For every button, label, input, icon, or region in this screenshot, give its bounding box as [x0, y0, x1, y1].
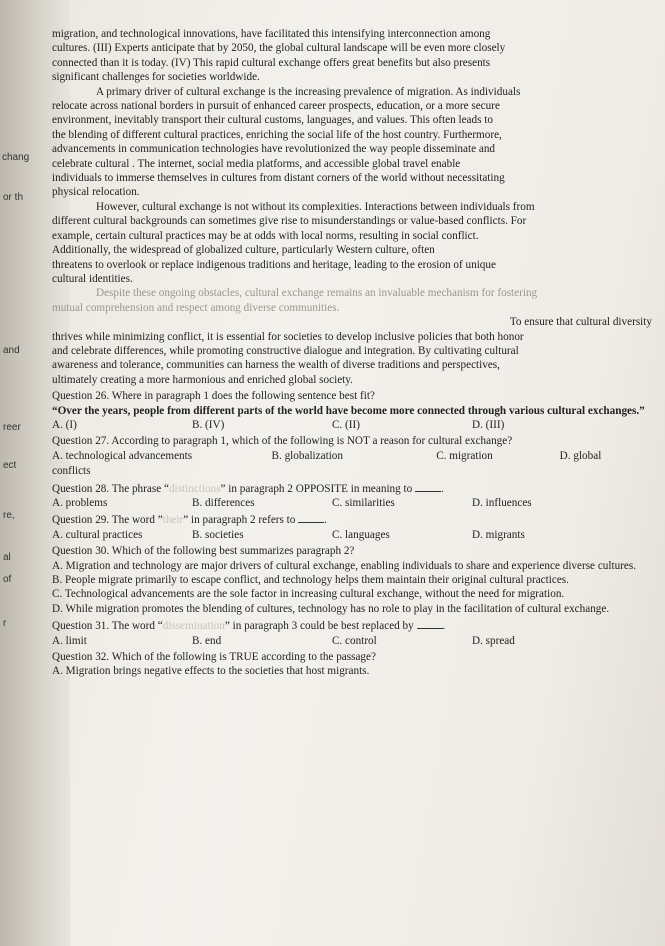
margin-fragment: reer [3, 422, 21, 433]
option-d[interactable]: D. global [559, 449, 602, 462]
text-line: environment, inevitably transport their cultural customs, languages, and values. This often leads to [52, 114, 493, 127]
option-a[interactable]: A. problems [52, 497, 108, 509]
option-a[interactable]: A. Migration brings negative effects to the societies that host migrants. [52, 665, 370, 678]
text-line: cultures. (III) Experts anticipate that by 2050, the global cultural landscape will be even more closely [52, 42, 506, 55]
answer-options [52, 419, 652, 432]
option-d[interactable]: D. influences [472, 497, 532, 509]
question-26 [52, 390, 652, 432]
option-b[interactable]: B. (IV) [192, 418, 225, 431]
text-line: advancements in communication technologies have revolutionized the way people disseminate and [52, 143, 496, 156]
margin-fragment: al [3, 552, 11, 563]
prompt-text: ” in paragraph 2 OPPOSITE in meaning to [220, 482, 413, 495]
question-29 [52, 513, 652, 542]
quoted-sentence: “Over the years, people from different parts of the world have become more connected through various cultural exchanges.” [52, 404, 645, 417]
option-b[interactable]: B. end [192, 634, 222, 647]
prompt-text: Question 31. The word “ [52, 620, 163, 633]
prompt-text: ” in paragraph 2 refers to [183, 514, 296, 527]
option-a[interactable]: A. Migration and technology are major drivers of cultural exchange, enabling individuals to share and experience diverse cultures. [52, 559, 637, 572]
margin-fragment: and [3, 345, 20, 356]
faded-text-line: mutual comprehension and respect among diverse communities. [52, 301, 340, 314]
option-a[interactable]: A. technological advancements [52, 449, 193, 462]
option-a[interactable]: A. limit [52, 634, 87, 647]
question-28 [52, 482, 652, 511]
prompt-text: Question 29. The word ” [52, 514, 163, 527]
text-line: different cultural backgrounds can sometimes give rise to misunderstandings or value-based conflicts. For [52, 215, 527, 228]
margin-fragment: r [3, 618, 7, 629]
answer-options [52, 450, 652, 463]
prompt-text: Question 28. The phrase “ [52, 482, 169, 495]
option-d[interactable]: D. While migration promotes the blending of cultures, technology has no role to play in the facilitation of cultural exchange. [52, 602, 610, 615]
text-line: relocate across national borders in pursuit of enhanced career prospects, education, or a more secure [52, 100, 500, 113]
option-d[interactable]: D. spread [472, 634, 515, 647]
paragraph-1 [52, 28, 652, 85]
faded-word: their [162, 514, 184, 527]
option-c[interactable]: C. control [332, 634, 377, 647]
prompt-text: ” in paragraph 3 could be best replaced by [224, 620, 414, 633]
reading-passage [52, 28, 652, 680]
text-line: cultural identities. [52, 272, 133, 285]
question-prompt: Question 26. Where in paragraph 1 does the following sentence best fit? [52, 390, 375, 403]
text-line: Additionally, the widespread of globalized culture, particularly Western culture, often [52, 244, 435, 257]
question-32 [52, 651, 652, 679]
text-line: ultimately creating a more harmonious and enriched global society. [52, 373, 353, 386]
answer-options [52, 529, 652, 542]
question-prompt: Question 31. The word “dissemination” in paragraph 3 could be best replaced by . [52, 620, 446, 633]
margin-fragment: re, [3, 510, 15, 521]
option-c[interactable]: C. Technological advancements are the sole factor in increasing cultural exchange, without the need for migration. [52, 588, 565, 601]
text-line: physical relocation. [52, 186, 140, 199]
text-line: and celebrate differences, while promoting constructive dialogue and integration. By cultivating cultural [52, 344, 519, 357]
option-a[interactable]: A. (I) [52, 418, 77, 431]
question-prompt: Question 28. The phrase “distinctions” in paragraph 2 OPPOSITE in meaning to . [52, 482, 444, 495]
text-line: individuals to immerse themselves in cultures from distant corners of the world without necessitating [52, 172, 505, 185]
question-31 [52, 619, 652, 648]
text-line: connected than it is today. (IV) This rapid cultural exchange offers great benefits but also presents [52, 56, 491, 69]
paragraph-2 [52, 86, 652, 200]
option-b[interactable]: B. differences [192, 497, 255, 509]
faded-word: dissemination [162, 620, 225, 633]
answer-options [52, 497, 652, 510]
option-continuation: conflicts [52, 465, 91, 478]
answer-options [52, 635, 652, 648]
option-d[interactable]: D. migrants [472, 528, 525, 541]
question-30 [52, 545, 652, 616]
text-line: celebrate cultural . The internet, social media platforms, and accessible global travel enable [52, 157, 461, 170]
faded-text-line: Despite these ongoing obstacles, cultural exchange remains an invaluable mechanism for fostering [96, 287, 538, 300]
margin-fragment: ect [3, 460, 17, 471]
text-line: awareness and tolerance, communities can harness the wealth of diverse traditions and perspectives, [52, 359, 500, 372]
text-line: A primary driver of cultural exchange is the increasing prevalence of migration. As individuals [96, 85, 521, 98]
margin-fragment: or th [3, 192, 24, 203]
margin-fragment: of [3, 574, 12, 585]
margin-fragment: chang [2, 152, 30, 163]
faded-word: distinctions [168, 482, 221, 495]
question-prompt: Question 29. The word ”their” in paragraph 2 refers to . [52, 514, 327, 527]
option-a[interactable]: A. cultural practices [52, 528, 143, 541]
question-prompt: Question 30. Which of the following best summarizes paragraph 2? [52, 545, 355, 558]
answer-blank [298, 513, 324, 523]
option-c[interactable]: C. languages [332, 528, 390, 541]
question-prompt: Question 27. According to paragraph 1, which of the following is NOT a reason for cultural exchange? [52, 435, 513, 448]
question-27 [52, 435, 652, 478]
text-line: To ensure that cultural diversity [509, 316, 652, 329]
text-line: example, certain cultural practices may be at odds with local norms, resulting in social conflict. [52, 229, 479, 242]
option-c[interactable]: C. migration [436, 449, 493, 462]
option-c[interactable]: C. similarities [332, 497, 395, 509]
answer-blank [415, 482, 441, 492]
text-line: significant challenges for societies worldwide. [52, 71, 260, 84]
text-line: However, cultural exchange is not without its complexities. Interactions between individuals from [96, 200, 535, 213]
question-prompt: Question 32. Which of the following is TRUE according to the passage? [52, 651, 376, 664]
option-d[interactable]: D. (III) [472, 418, 505, 431]
text-line: threatens to overlook or replace indigenous traditions and heritage, leading to the erosion of unique [52, 258, 496, 271]
answer-blank [417, 619, 443, 629]
text-line: thrives while minimizing conflict, it is essential for societies to develop inclusive policies that both honor [52, 330, 524, 343]
option-b[interactable]: B. People migrate primarily to escape conflict, and technology helps them maintain their original cultural practices. [52, 574, 569, 587]
text-line: migration, and technological innovations, have facilitated this intensifying interconnection among [52, 28, 491, 40]
paragraph-4 [52, 287, 652, 387]
option-c[interactable]: C. (II) [332, 418, 360, 431]
text-line: the blending of different cultural practices, enriching the social life of the host country. Furthermore, [52, 128, 502, 141]
option-b[interactable]: B. societies [192, 528, 244, 541]
paragraph-3 [52, 201, 652, 286]
option-b[interactable]: B. globalization [271, 449, 343, 462]
